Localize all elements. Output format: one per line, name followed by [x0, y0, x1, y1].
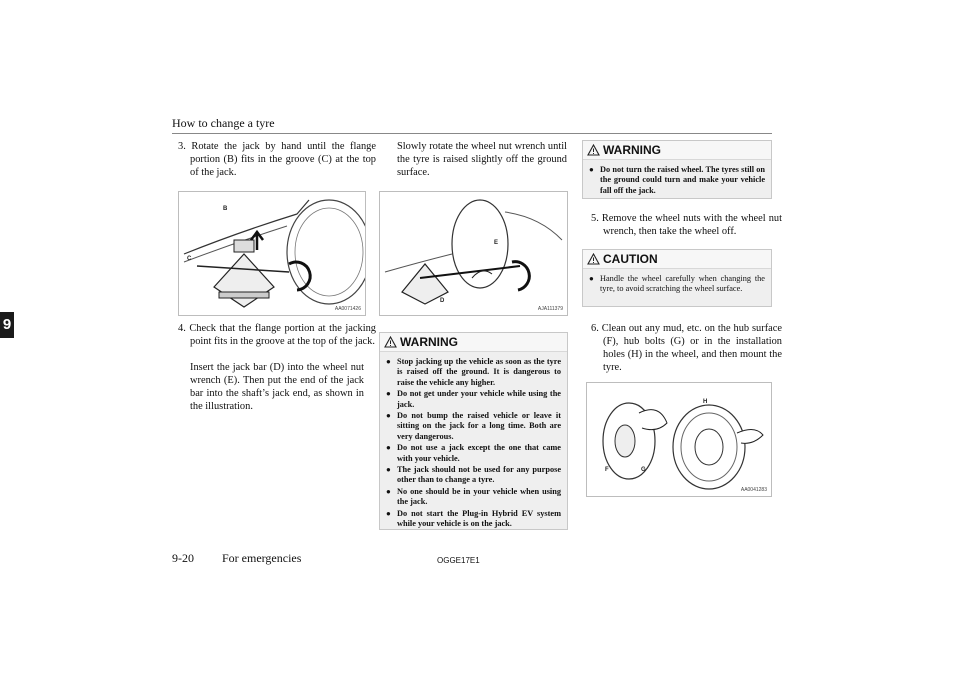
figure-code: AA0041283 [740, 487, 767, 493]
warning-item: ● Stop jacking up the vehicle as soon as the tyre is raised off the ground. It is dangerous to raise the vehicle any higher. [386, 357, 561, 387]
section-name: For emergencies [222, 551, 302, 565]
label-c: C [187, 256, 192, 262]
label-d: D [440, 298, 445, 304]
figure-wrench [379, 191, 568, 316]
figure-hub [586, 382, 772, 497]
label-e: E [494, 240, 499, 246]
step-5-text: 5. Remove the wheel nuts with the wheel nut wrench, then take the wheel off. [591, 213, 782, 237]
warning-title: WARNING [400, 335, 458, 349]
warning-item: ● Do not start the Plug-in Hybrid EV system while your vehicle is on the jack. [386, 508, 561, 529]
chapter-tab: 9 [0, 312, 14, 338]
hub-illustration [587, 383, 771, 496]
label-f: F [605, 467, 609, 473]
warning-triangle-icon [384, 336, 397, 348]
warning-header [583, 141, 771, 160]
caution-title: CAUTION [603, 252, 658, 266]
label-b: B [223, 206, 228, 212]
warning-item: ● The jack should not be used for any purpose other than to change a tyre. [386, 465, 561, 485]
label-h: H [703, 399, 708, 405]
wrench-illustration [380, 192, 567, 315]
document-code: OGGE17E1 [437, 556, 480, 565]
step-4-continued: Insert the jack bar (D) into the wheel nut wrench (E). Then put the end of the jack bar into the shaft’s jack end, as shown in the illustration. [190, 362, 364, 412]
warning-box-wheel [582, 140, 772, 199]
label-g: G [641, 467, 646, 473]
caution-box [582, 249, 772, 307]
warning-list [380, 352, 567, 535]
figure-jack-flange [178, 191, 366, 316]
warning-box-jack [379, 332, 568, 530]
caution-item: ● Handle the wheel carefully when changing the tyre, to avoid scratching the wheel surface. [589, 274, 765, 294]
jack-illustration [179, 192, 365, 315]
warning-triangle-icon [587, 144, 600, 156]
warning-item: ● Do not turn the raised wheel. The tyres still on the ground could turn and make your vehicle fall off the jack. [589, 165, 765, 195]
intro-text: Slowly rotate the wheel nut wrench until the tyre is raised slightly off the ground surface. [397, 141, 567, 178]
warning-item: ● Do not bump the raised vehicle or leave it sitting on the jack for a long time. Both are very dangerous. [386, 411, 561, 441]
step-6-text: 6. Clean out any mud, etc. on the hub surface (F), hub bolts (G) or in the installation holes (H) in the wheel, and then mount the tyre. [591, 323, 782, 373]
figure-code: AJA111379 [537, 306, 563, 312]
figure-code: AA0071426 [334, 306, 361, 312]
caution-header [583, 250, 771, 269]
header-rule [172, 133, 772, 134]
warning-header [380, 333, 567, 352]
step-3-text: 3. Rotate the jack by hand until the flange portion (B) fits in the groove (C) at the top of the jack. [178, 141, 376, 178]
header-title: How to change a tyre [172, 116, 275, 130]
warning-title: WARNING [603, 143, 661, 157]
page-number: 9-20 [172, 551, 194, 565]
warning-list [583, 160, 771, 201]
warning-item: ● Do not get under your vehicle while using the jack. [386, 389, 561, 409]
caution-triangle-icon [587, 253, 600, 265]
warning-item: ● Do not use a jack except the one that came with your vehicle. [386, 443, 561, 463]
warning-item: ● No one should be in your vehicle when using the jack. [386, 486, 561, 507]
caution-list [583, 269, 771, 300]
step-4-text: 4. Check that the flange portion at the jacking point fits in the groove at the top of the jack. [178, 323, 376, 347]
